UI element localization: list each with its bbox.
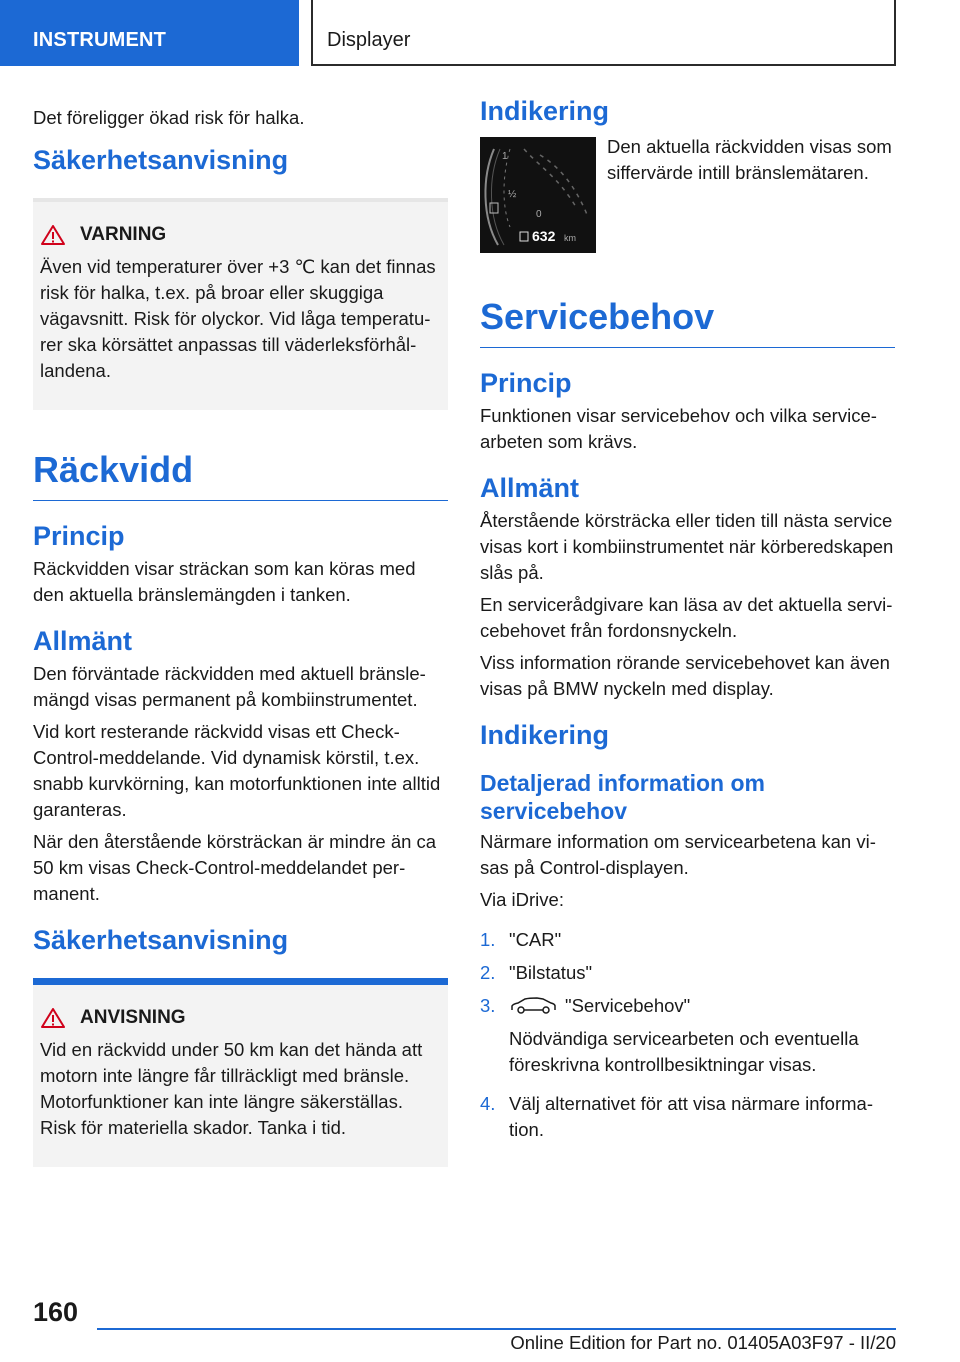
service-heading: Servicebehov [480, 295, 895, 348]
step-text: "CAR" [509, 929, 562, 950]
notice-text: Vid en räckvidd under 50 km kan det hända att motorn inte längre får tillräckligt med bränsle. Motorfunktioner kan inte längre säkerställas. Risk för materiella skador. Tanka i tid. [40, 1039, 423, 1138]
notice-title [40, 1007, 438, 1029]
list-item [480, 927, 895, 953]
range-principle-heading: Princip [33, 521, 125, 551]
list-item [480, 1091, 895, 1143]
service-principle-text: Funktionen visar servicebehov och vilka servicearbeten som krävs. [480, 405, 877, 452]
right-column [480, 96, 895, 1150]
steps-list [480, 927, 895, 1143]
list-item [480, 993, 895, 1084]
step-number: 1. [480, 929, 496, 950]
step-number: 3. [480, 995, 496, 1016]
service-indication-heading: Indikering [480, 720, 610, 750]
display-heading: Indikering [480, 96, 610, 126]
step-number: 4. [480, 1093, 496, 1114]
range-principle-text: Räckvidden visar sträckan som kan köras med den aktuella bränslemängden i tanken. [33, 558, 416, 605]
footer-divider [97, 1328, 896, 1330]
range-general-p1: Den förväntade räckvidden med aktuell bränslemängd visas permanent på kombiinstrumentet. [33, 663, 426, 710]
fuel-pump-icon [520, 232, 528, 241]
fuel-gauge-icon [480, 137, 596, 253]
list-item [480, 960, 895, 986]
display-block [480, 137, 895, 253]
safety-heading: Säkerhetsanvisning [33, 145, 289, 175]
intro-text: Det föreligger ökad risk för halka. [33, 107, 305, 128]
warning-text: Även vid temperaturer över +3 ℃ kan det finnas risk för halka, t.ex. på broar eller skuggiga vägavsnitt. Risk för olyckor. Vid låga temperaturer ska körsättet anpassas till väderleksförhållandena. [40, 256, 436, 381]
header-chapter-tab: Displayer [311, 0, 896, 66]
service-general-heading: Allmänt [480, 473, 580, 503]
service-general-p3: Viss information rörande servicebehovet kan även visas på BMW nyckeln med display. [480, 652, 890, 699]
step-body [509, 993, 895, 1084]
gauge-range-value: 632 [532, 228, 556, 244]
detail-text: Närmare information om servicearbetena kan visas på Control-displayen. [480, 831, 876, 878]
notice-box [33, 978, 448, 1167]
header-section-tab: INSTRUMENT [0, 0, 299, 66]
gauge-range-unit: km [564, 233, 576, 243]
warning-title [40, 224, 438, 246]
page-number: 160 [33, 1297, 79, 1327]
service-principle-heading: Princip [480, 368, 572, 398]
notice-title-text: ANVISNING [80, 1007, 186, 1028]
safety-heading-2: Säkerhetsanvisning [33, 925, 289, 955]
step-text: "Bilstatus" [509, 962, 593, 983]
gauge-tick-half: ½ [508, 189, 517, 200]
step-sub-text: Nödvändiga servicearbeten och eventuella föreskrivna kontrollbesiktningar visas. [509, 1028, 859, 1075]
range-general-p2: Vid kort resterande räckvidd visas ett Check-Control-meddelande. Vid dynamisk körstil, t.ex. snabb kurvkörning, kan motorfunktionen inte alltid garanteras. [33, 721, 441, 820]
step-text: Välj alternativet för att visa närmare information. [509, 1093, 873, 1140]
step-text: "Servicebehov" [565, 995, 691, 1016]
service-general-p2: En servicerådgivare kan läsa av det aktuella servicebehovet från fordonsnyckeln. [480, 594, 893, 641]
via-idrive-text: Via iDrive: [480, 889, 564, 910]
range-general-heading: Allmänt [33, 626, 133, 656]
warning-title-text: VARNING [80, 224, 167, 245]
range-general-p3: När den återstående körsträckan är mindre än ca 50 km visas Check-Control-meddelandet permanent. [33, 831, 437, 904]
warning-box [33, 198, 448, 410]
display-text: Den aktuella räckvidden visas som siffervärde intill bränslemätaren. [607, 136, 892, 183]
service-general-p1: Återstående körsträcka eller tiden till nästa service visas kort i kombiinstrumentet när körberedskapen slås på. [480, 510, 894, 583]
gauge-tick-0: 0 [536, 209, 542, 220]
detail-heading: Detaljerad information om servicebehov [480, 770, 765, 824]
gauge-tick-1: 1 [502, 151, 508, 162]
fuel-gauge-image [480, 137, 596, 253]
warning-triangle-icon [40, 224, 66, 246]
car-icon [509, 997, 557, 1015]
left-column [33, 96, 448, 1167]
footer-edition: Online Edition for Part no. 01405A03F97 - II/20 [510, 1332, 896, 1353]
range-heading: Räckvidd [33, 448, 448, 501]
warning-triangle-icon [40, 1007, 66, 1029]
step-number: 2. [480, 962, 496, 983]
